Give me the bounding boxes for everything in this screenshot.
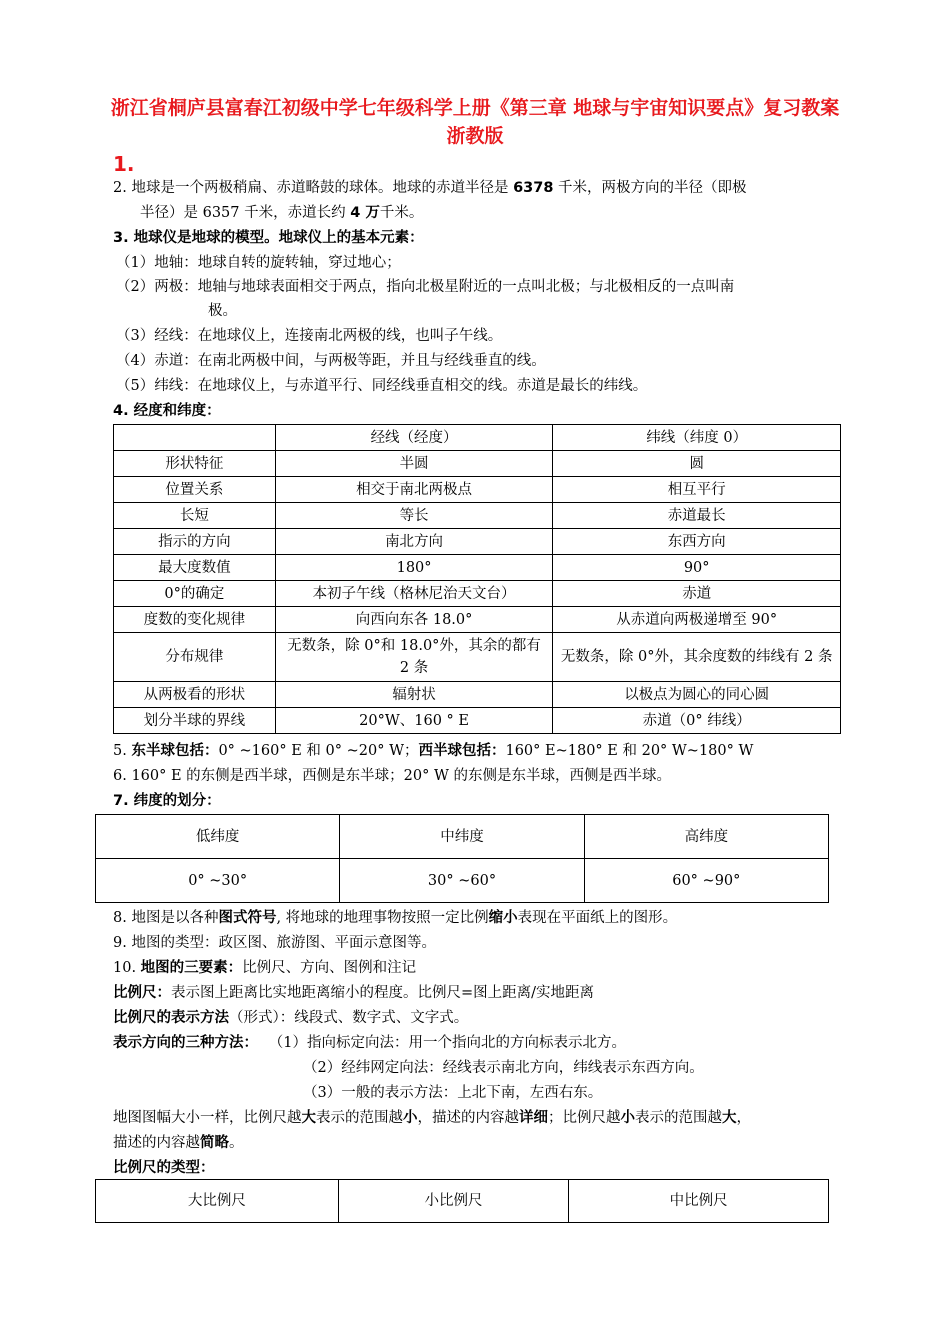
table-header-row [96, 815, 829, 859]
para-9: 9. 地图的类型：政区图、旅游图、平面示意图等。 [113, 935, 436, 951]
table-row [114, 581, 841, 607]
table-cell: 圆 [553, 451, 841, 477]
table-cell: 分布规律 [114, 633, 276, 682]
table-cell: 以极点为圆心的同心圆 [553, 682, 841, 708]
heading-scale-types: 比例尺的类型： [113, 1160, 215, 1176]
table-cell: 从赤道向两极递增至 90° [553, 607, 841, 633]
document-title: 浙江省桐庐县富春江初级中学七年级科学上册《第三章 地球与宇宙知识要点》复习教案 浙教版 [110, 97, 840, 147]
table-cell [114, 425, 276, 451]
table-cell: 从两极看的形状 [114, 682, 276, 708]
table-cell: 本初子午线（格林尼治天文台） [275, 581, 553, 607]
table-cell: 中比例尺 [569, 1180, 829, 1223]
table-cell: 20°W、160 ° E [275, 708, 553, 734]
para-scale-forms: 比例尺的表示方法（形式）：线段式、数字式、文字式。 [113, 1010, 469, 1026]
table-row [114, 555, 841, 581]
table-cell: 赤道最长 [553, 503, 841, 529]
table-cell: 位置关系 [114, 477, 276, 503]
table-cell: 0° ~30° [96, 859, 340, 903]
para-8: 8. 地图是以各种图式符号, 将地球的地理事物按照一定比例缩小表现在平面纸上的图形。 [113, 910, 678, 926]
para-direction-1: 表示方向的三种方法： （1）指向标定向法：用一个指向北的方向标表示北方。 [113, 1035, 626, 1051]
para-16-line1: 地图图幅大小一样，比例尺越大表示的范围越小，描述的内容越详细；比例尺越小表示的范围越大， [113, 1110, 751, 1126]
table-cell: 向西向东各 18.0° [275, 607, 553, 633]
globe-element-5: （5）纬线：在地球仪上，与赤道平行、同经线垂直相交的线。赤道是最长的纬线。 [116, 378, 648, 394]
heading-3: 3. 地球仪是地球的模型。地球仪上的基本元素： [113, 230, 424, 246]
table-cell: 形状特征 [114, 451, 276, 477]
para-direction-3: （3）一般的表示方法：上北下南，左西右东。 [303, 1085, 603, 1101]
table-cell: 60° ~90° [584, 859, 828, 903]
table-cell: 30° ~60° [340, 859, 584, 903]
table-cell: 经线（经度） [275, 425, 553, 451]
heading-7: 7. 纬度的划分： [113, 793, 221, 809]
globe-element-1: （1）地轴：地球自转的旋转轴，穿过地心； [116, 255, 401, 271]
table-cell: 指示的方向 [114, 529, 276, 555]
table-row [114, 451, 841, 477]
table-cell: 180° [275, 555, 553, 581]
table-cell: 低纬度 [96, 815, 340, 859]
para-10: 10. 地图的三要素：比例尺、方向、图例和注记 [113, 960, 417, 976]
para-2-line2: 半径）是 6357 千米，赤道长约 4 万千米。 [140, 205, 424, 221]
globe-element-3: （3）经线：在地球仪上，连接南北两极的线，也叫子午线。 [116, 328, 503, 344]
table-cell: 中纬度 [340, 815, 584, 859]
table-cell: 划分半球的界线 [114, 708, 276, 734]
section-number: 1. [113, 152, 135, 176]
para-16-line2: 描述的内容越简略。 [113, 1135, 244, 1151]
table-cell: 相互平行 [553, 477, 841, 503]
table-cell: 纬线（纬度 0） [553, 425, 841, 451]
table-cell: 小比例尺 [338, 1180, 569, 1223]
table-row [114, 682, 841, 708]
table-row [96, 859, 829, 903]
para-scale-def: 比例尺：表示图上距离比实地距离缩小的程度。比例尺=图上距离/实地距离 [113, 985, 595, 1001]
table-cell: 无数条，除 0°和 18.0°外，其余的都有 2 条 [275, 633, 553, 682]
table-cell: 无数条，除 0°外，其余度数的纬线有 2 条 [553, 633, 841, 682]
latitude-zones-table [95, 814, 829, 903]
globe-element-2: （2）两极：地轴与地球表面相交于两点，指向北极星附近的一点叫北极；与北极相反的一点叫南 [116, 279, 735, 295]
table-cell: 0°的确定 [114, 581, 276, 607]
table-cell: 长短 [114, 503, 276, 529]
para-direction-2: （2）经纬网定向法：经线表示南北方向，纬线表示东西方向。 [303, 1060, 704, 1076]
table-row [114, 708, 841, 734]
table-row [114, 503, 841, 529]
table-row [114, 477, 841, 503]
table-header-row [114, 425, 841, 451]
para-2-line1: 2. 地球是一个两极稍扁、赤道略鼓的球体。地球的赤道半径是 6378 千米，两极方向的半径（即极 [113, 180, 747, 196]
longitude-latitude-table [113, 424, 841, 734]
globe-element-4: （4）赤道：在南北两极中间，与两极等距，并且与经线垂直的线。 [116, 353, 546, 369]
table-cell: 南北方向 [275, 529, 553, 555]
table-cell: 等长 [275, 503, 553, 529]
table-cell: 高纬度 [584, 815, 828, 859]
table-cell: 半圆 [275, 451, 553, 477]
table-cell: 度数的变化规律 [114, 607, 276, 633]
table-row [96, 1180, 829, 1223]
scale-types-table [95, 1179, 829, 1223]
table-row [114, 529, 841, 555]
table-cell: 最大度数值 [114, 555, 276, 581]
table-cell: 大比例尺 [96, 1180, 339, 1223]
table-cell: 相交于南北两极点 [275, 477, 553, 503]
table-cell: 90° [553, 555, 841, 581]
para-5: 5. 东半球包括：0° ~160° E 和 0° ~20° W；西半球包括：160° E~180° E 和 20° W~180° W [113, 743, 754, 759]
heading-4: 4. 经度和纬度： [113, 403, 221, 419]
table-cell: 辐射状 [275, 682, 553, 708]
para-6: 6. 160° E 的东侧是西半球，西侧是东半球；20° W 的东侧是东半球，西侧是西半球。 [113, 768, 671, 784]
table-cell: 赤道 [553, 581, 841, 607]
table-cell: 赤道（0° 纬线） [553, 708, 841, 734]
table-row [114, 633, 841, 682]
table-row [114, 607, 841, 633]
table-cell: 东西方向 [553, 529, 841, 555]
globe-element-2-cont: 极。 [208, 303, 237, 319]
